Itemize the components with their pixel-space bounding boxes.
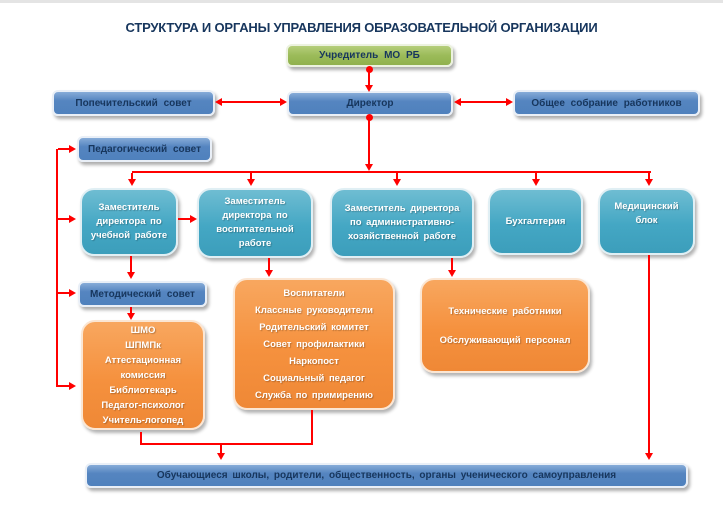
arrow-to-methodical-groups-left [69,382,76,390]
list-item: Учитель-логопед [102,414,184,426]
list-item: ШМО [130,324,156,336]
node-founder: Учредитель МО РБ [286,44,453,67]
connector-medical-community [648,255,650,454]
arrow-medical-to-community [645,453,653,460]
node-methodical-council: Методический совет [78,281,207,307]
connector-bodies-merge [311,410,313,445]
top-divider [0,0,723,3]
node-pedagogical-council: Педагогический совет [77,136,212,162]
node-deputy-upbringing: Заместитель директора по воспитательной работе [197,188,313,258]
node-director: Директор [287,91,453,116]
node-community: Обучающиеся школы, родители, общественность, органы ученического самоуправления [85,463,688,488]
connector-founder-director [368,70,370,86]
node-deputy-admin: Заместитель директора по административно-хозяйственной работе [330,188,474,258]
connector-left-backbone [56,149,58,387]
arrow-to-support-staff [448,270,456,277]
arrow-to-deputy-upbringing-left [190,215,197,223]
connector-director-down [368,118,370,165]
list-item: Воспитатели [283,287,345,299]
arrow-to-methodical-groups [127,313,135,320]
arrow-to-director-left [280,98,287,106]
list-item: Социальный педагог [263,372,365,384]
list-item: Библиотекарь [109,384,177,396]
arrow-to-trustee-board [215,98,222,106]
arrow-to-deputy-upbringing [247,179,255,186]
list-item: Классные руководители [255,304,373,316]
arrow-to-accounting [532,179,540,186]
arrow-to-deputy-academic-left [69,215,76,223]
list-item: Обслуживающий персонал [439,334,571,346]
list-item: Технические работники [448,305,562,317]
arrow-to-staff-assembly [506,98,513,106]
node-trustee-board: Попечительский совет [52,90,215,116]
arrow-to-medical-unit [645,179,653,186]
arrow-to-pedagogical-council [69,145,76,153]
connector-director-assembly [460,101,508,103]
node-deputy-academic: Заместитель директора по учебной работе [80,188,178,256]
connector-academic-methodical [130,256,132,273]
list-item: Педагог-психолог [101,399,185,411]
list-item: Совет профилактики [263,338,365,350]
arrow-to-deputy-admin [393,179,401,186]
node-methodical-groups [81,320,205,430]
arrow-to-deputy-academic [128,179,136,186]
list-item: Аттестационная комиссия [104,354,182,381]
list-item: Наркопост [289,355,339,367]
node-support-staff [420,278,590,373]
node-upbringing-bodies [233,278,395,410]
page-title: СТРУКТУРА И ОРГАНЫ УПРАВЛЕНИЯ ОБРАЗОВАТЕЛЬНОЙ ОРГАНИЗАЦИИ [125,20,598,35]
connector-distribution-bus [132,171,651,173]
list-item: Служба по примирению [255,389,373,401]
node-accounting: Бухгалтерия [488,188,583,255]
arrow-to-methodical-council-left [69,289,76,297]
node-staff-assembly: Общее собрание работников [513,90,700,116]
arrow-director-to-bus [365,164,373,171]
arrow-to-director-top [365,85,373,92]
arrow-to-upbringing-bodies [265,270,273,277]
connector-trustee-director [222,101,282,103]
arrow-to-methodical-council [127,272,135,279]
list-item: ШПМПк [125,339,161,351]
list-item: Родительский комитет [259,321,369,333]
connector-merge-bar [140,443,313,445]
node-medical-unit: Медицинский блок [598,188,695,255]
arrow-to-community [217,453,225,460]
